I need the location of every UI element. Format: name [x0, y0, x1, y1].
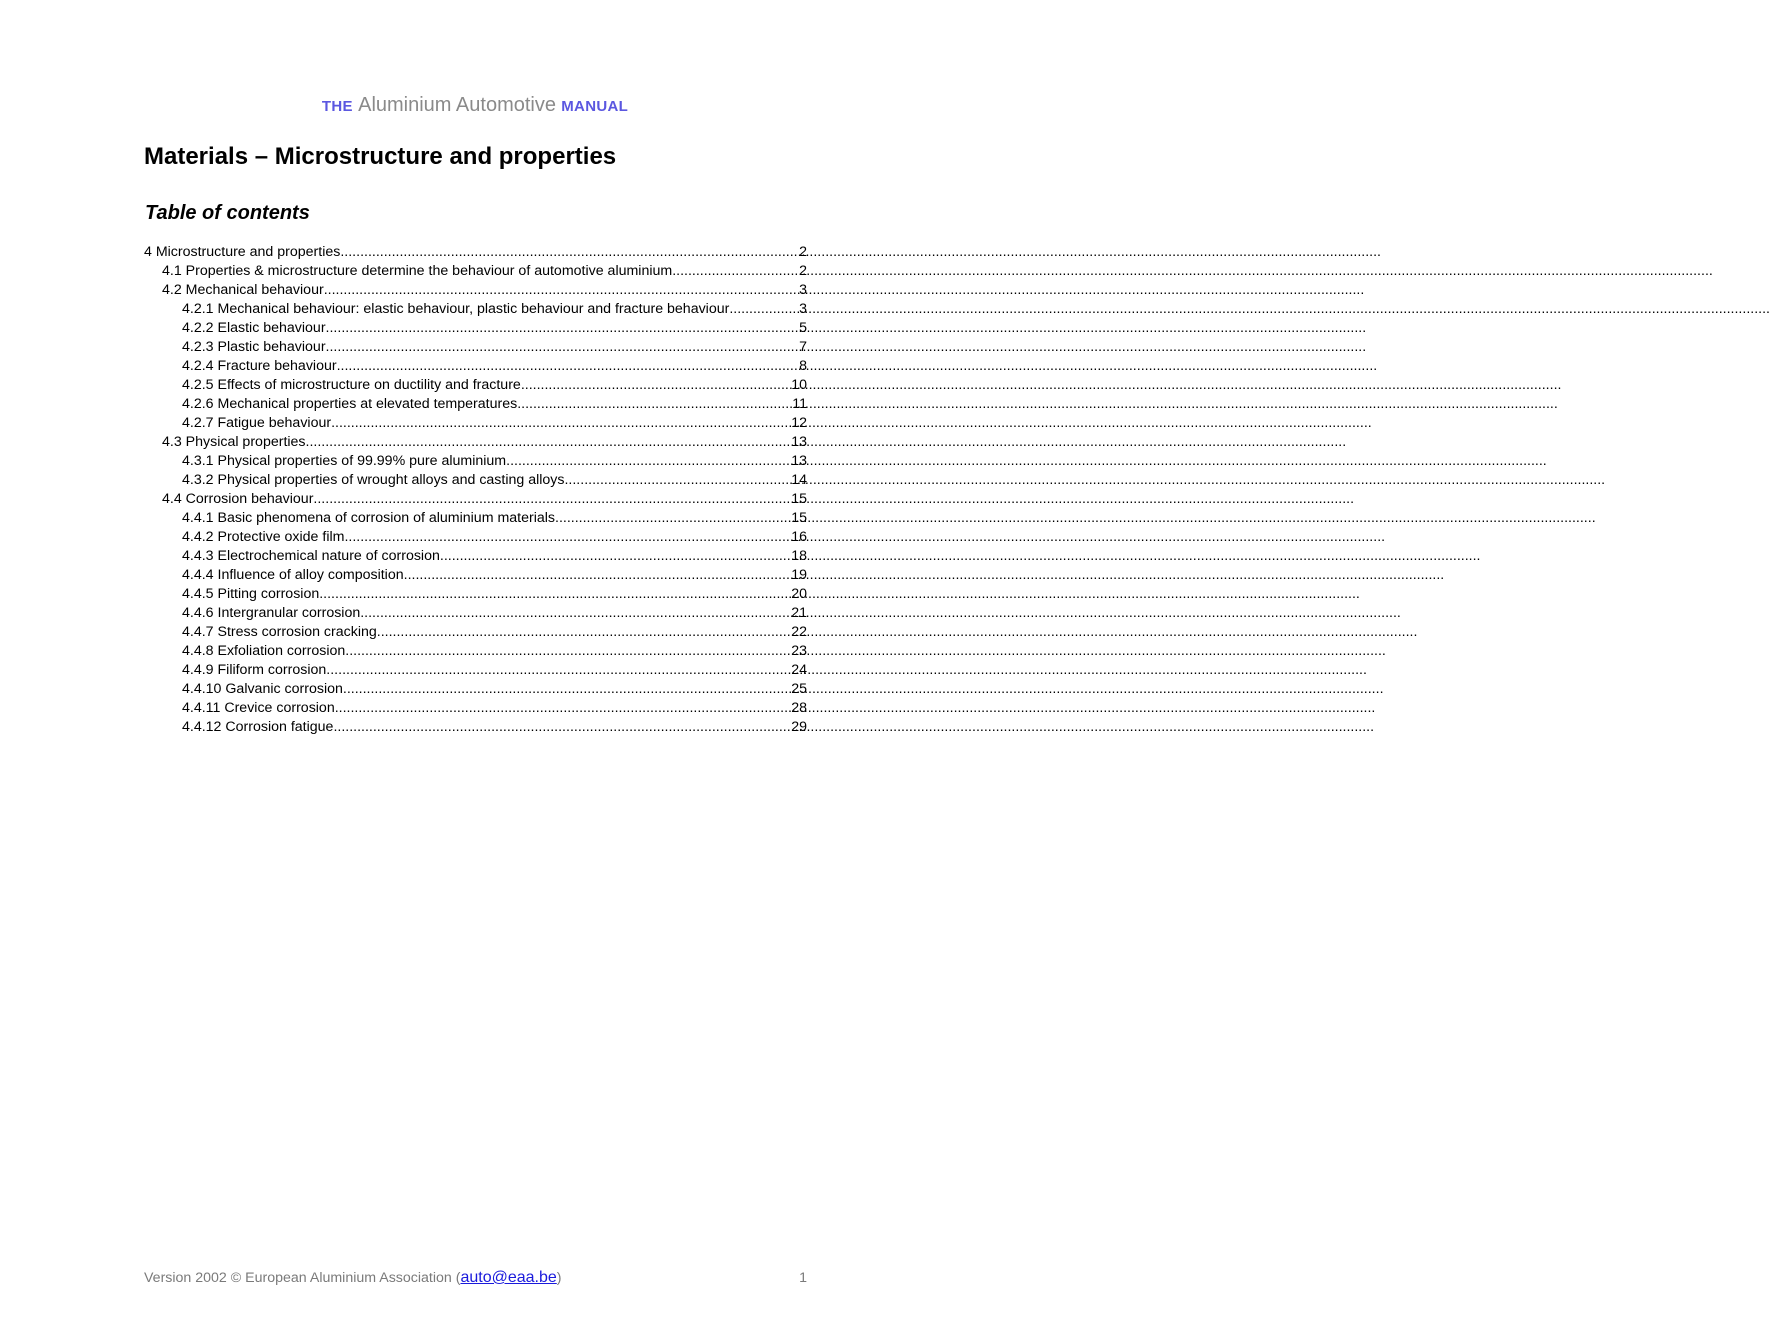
toc-dot-leader — [326, 319, 800, 338]
toc-entry[interactable] — [144, 414, 807, 433]
page-title: Materials – Microstructure and properties — [144, 143, 617, 170]
toc-entry[interactable] — [144, 623, 807, 642]
toc-entry-title: 4.4 Corrosion behaviour — [162, 491, 314, 507]
toc-dot-leader — [326, 661, 791, 680]
toc-entry-page: 2 — [799, 244, 807, 260]
toc-entry-page: 13 — [791, 434, 807, 450]
toc-entry[interactable] — [144, 604, 807, 623]
toc-entry-title: 4.2.7 Fatigue behaviour — [182, 415, 332, 431]
toc-dot-leader — [340, 243, 799, 262]
toc-entry[interactable] — [144, 509, 807, 528]
toc-entry-title: 4.4.2 Protective oxide film — [182, 529, 345, 545]
toc-entry-page: 19 — [791, 567, 807, 583]
toc-entry[interactable] — [144, 566, 807, 585]
toc-dot-leader — [343, 680, 791, 699]
toc-entry-title: 4.4.5 Pitting corrosion — [182, 586, 320, 602]
toc-entry-page: 2 — [799, 263, 807, 279]
toc-entry[interactable] — [144, 642, 807, 661]
toc-dot-leader — [306, 433, 792, 452]
toc-entry[interactable] — [144, 395, 807, 414]
toc-dot-leader — [344, 528, 791, 547]
toc-entry[interactable] — [144, 471, 807, 490]
toc-entry-page: 20 — [791, 586, 807, 602]
toc-entry-page: 15 — [791, 491, 807, 507]
toc-entry-title: 4.2.6 Mechanical properties at elevated temperatures — [182, 396, 518, 412]
toc-entry[interactable] — [144, 281, 807, 300]
page-number: 1 — [799, 1270, 807, 1286]
toc-entry[interactable] — [144, 376, 807, 395]
toc-entry[interactable] — [144, 680, 807, 699]
toc-dot-leader — [335, 699, 792, 718]
toc-entry-page: 5 — [799, 320, 807, 336]
table-of-contents — [144, 243, 807, 737]
header-the: THE — [321, 98, 353, 115]
header-title: Aluminium Automotive — [358, 94, 556, 116]
toc-entry-title: 4.4.3 Electrochemical nature of corrosion — [182, 548, 440, 564]
toc-dot-leader — [440, 547, 791, 566]
toc-entry-page: 28 — [791, 700, 807, 716]
toc-dot-leader — [345, 642, 791, 661]
toc-entry-page: 23 — [791, 643, 807, 659]
footer-email-link[interactable]: auto@eaa.be — [460, 1269, 557, 1286]
toc-entry-page: 25 — [791, 681, 807, 697]
toc-entry-page: 15 — [791, 510, 807, 526]
toc-entry-page: 24 — [791, 662, 807, 678]
toc-entry-title: 4.4.4 Influence of alloy composition — [182, 567, 404, 583]
toc-dot-leader — [360, 604, 791, 623]
toc-entry[interactable] — [144, 452, 807, 471]
toc-entry-title: 4.2.5 Effects of microstructure on ductility and fracture — [182, 377, 521, 393]
toc-entry-title: 4.4.1 Basic phenomena of corrosion of aluminium materials — [182, 510, 556, 526]
toc-entry-page: 22 — [791, 624, 807, 640]
toc-entry[interactable] — [144, 699, 807, 718]
toc-dot-leader — [377, 623, 791, 642]
toc-dot-leader — [326, 338, 800, 357]
toc-dot-leader — [517, 395, 792, 414]
toc-entry-title: 4.2.2 Elastic behaviour — [182, 320, 326, 336]
toc-entry-title: 4.3.2 Physical properties of wrought alloys and casting alloys — [182, 472, 565, 488]
toc-dot-leader — [337, 357, 800, 376]
toc-entry[interactable] — [144, 357, 807, 376]
header-manual: MANUAL — [561, 98, 629, 115]
toc-entry-title: 4.2.1 Mechanical behaviour: elastic behaviour, plastic behaviour and fracture behaviour — [182, 301, 730, 317]
toc-entry-page: 13 — [791, 453, 807, 469]
toc-entry[interactable] — [144, 661, 807, 680]
toc-entry-page: 11 — [792, 396, 807, 412]
footer-copyright: Version 2002 © European Aluminium Association ( — [144, 1270, 461, 1286]
toc-dot-leader — [506, 452, 791, 471]
toc-entry-title: 4 Microstructure and properties — [144, 244, 341, 260]
toc-entry[interactable] — [144, 547, 807, 566]
toc-dot-leader — [564, 471, 791, 490]
toc-entry-page: 3 — [799, 301, 807, 317]
page-footer — [144, 1268, 807, 1288]
toc-entry-title: 4.4.8 Exfoliation corrosion — [182, 643, 346, 659]
toc-entry[interactable] — [144, 433, 807, 452]
toc-entry-title: 4.4.6 Intergranular corrosion — [182, 605, 361, 621]
toc-entry-title: 4.4.11 Crevice corrosion — [182, 700, 335, 716]
toc-entry[interactable] — [144, 528, 807, 547]
toc-heading: Table of contents — [145, 202, 310, 224]
toc-entry-page: 29 — [791, 719, 807, 735]
toc-entry-page: 8 — [799, 358, 807, 374]
toc-dot-leader — [555, 509, 791, 528]
toc-dot-leader — [672, 262, 799, 281]
toc-entry-title: 4.3.1 Physical properties of 99.99% pure aluminium — [182, 453, 507, 469]
toc-entry-page: 7 — [799, 339, 807, 355]
toc-entry[interactable] — [144, 243, 807, 262]
toc-entry-page: 12 — [791, 415, 807, 431]
toc-entry-title: 4.4.12 Corrosion fatigue — [182, 719, 334, 735]
toc-entry-page: 16 — [791, 529, 807, 545]
toc-dot-leader — [324, 281, 799, 300]
toc-entry-title: 4.2 Mechanical behaviour — [162, 282, 324, 298]
toc-dot-leader — [313, 490, 791, 509]
toc-entry-title: 4.2.3 Plastic behaviour — [182, 339, 326, 355]
toc-entry-page: 18 — [791, 548, 807, 564]
toc-dot-leader — [729, 300, 799, 319]
toc-entry-page: 14 — [791, 472, 807, 488]
toc-dot-leader — [521, 376, 791, 395]
toc-entry-title: 4.2.4 Fracture behaviour — [182, 358, 337, 374]
toc-entry[interactable] — [144, 718, 807, 737]
toc-entry-page: 10 — [791, 377, 807, 393]
toc-entry[interactable] — [144, 300, 807, 319]
toc-entry[interactable] — [144, 490, 807, 509]
toc-dot-leader — [404, 566, 792, 585]
toc-entry-title: 4.4.10 Galvanic corrosion — [182, 681, 343, 697]
toc-entry-title: 4.4.9 Filiform corrosion — [182, 662, 327, 678]
toc-dot-leader — [331, 414, 791, 433]
toc-dot-leader — [319, 585, 791, 604]
toc-entry[interactable] — [144, 585, 807, 604]
toc-entry[interactable] — [144, 319, 807, 338]
toc-entry-page: 3 — [799, 282, 807, 298]
manual-header — [0, 93, 950, 119]
footer-close-paren: ) — [556, 1270, 562, 1286]
toc-entry-title: 4.4.7 Stress corrosion cracking — [182, 624, 377, 640]
toc-entry[interactable] — [144, 262, 807, 281]
toc-entry-title: 4.3 Physical properties — [162, 434, 306, 450]
toc-dot-leader — [333, 718, 791, 737]
toc-entry-page: 21 — [791, 605, 807, 621]
toc-entry[interactable] — [144, 338, 807, 357]
toc-entry-title: 4.1 Properties & microstructure determine the behaviour of automotive aluminium — [162, 263, 673, 279]
